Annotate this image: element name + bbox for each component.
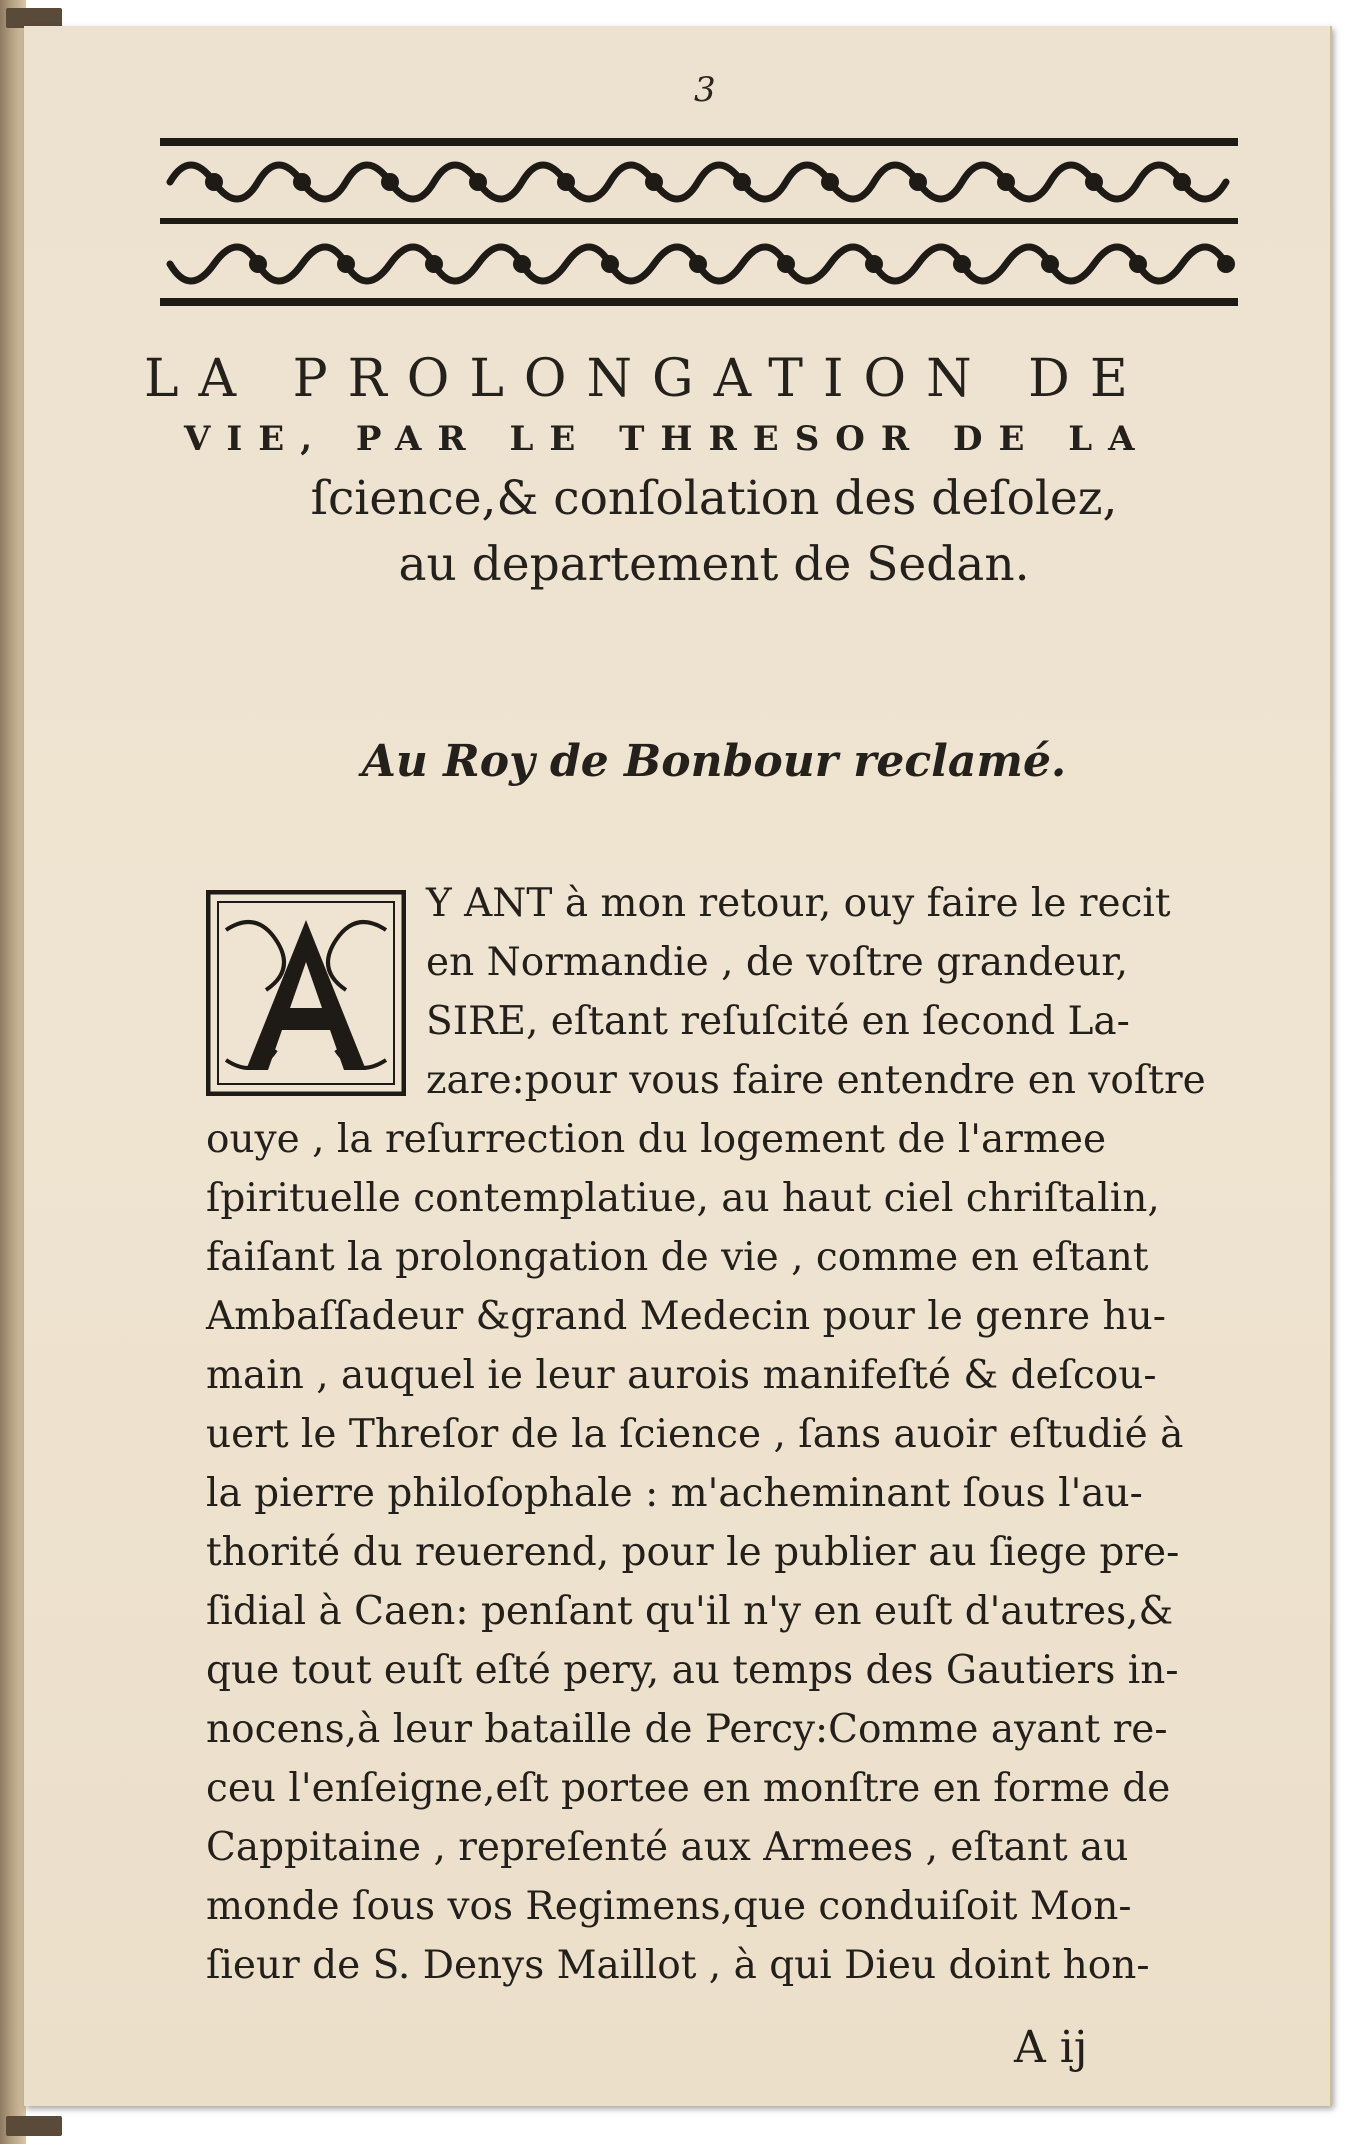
ornamental-headpiece (160, 122, 1238, 322)
text-line: main , auquel ie leur aurois manifeſté & deſcou- (206, 1353, 1157, 1398)
title-line-4: au departement de Sedan. (398, 537, 1030, 592)
signature-catchword: A ij (1014, 2022, 1088, 2073)
page-number: 3 (694, 70, 716, 110)
text-line: la pierre philoſophale : m'acheminant ſous l'au- (206, 1471, 1143, 1516)
binding-clasp-top (6, 8, 62, 28)
text-line: ſieur de S. Denys Maillot , à qui Dieu doint hon- (206, 1943, 1150, 1988)
text-line: ouye , la reſurrection du logement de l'armee (206, 1117, 1107, 1162)
text-line: uert le Threſor de la ſcience , ſans auoir eſtudié à (206, 1412, 1184, 1457)
text-line: nocens,à leur bataille de Percy:Comme ayant re- (206, 1707, 1168, 1752)
title-line-3: ſcience,& conſolation des deſolez, (310, 471, 1118, 526)
text-line: Cappitaine , repreſenté aux Armees , eſtant au (206, 1825, 1129, 1870)
title-line-1: LA PROLONGATION DE (144, 349, 1148, 409)
text-line: en Normandie , de voſtre grandeur, (426, 940, 1128, 985)
text-line: Ambaſſadeur &grand Medecin pour le genre hu- (206, 1294, 1166, 1339)
text-line: que tout euſt eſté pery, au temps des Gautiers in- (206, 1648, 1179, 1693)
text-line: SIRE, eſtant reſuſcité en ſecond La- (426, 999, 1130, 1044)
text-line: ſidial à Caen: penſant qu'il n'y en euſt d'autres,& (206, 1589, 1174, 1634)
text-line: Y ANT à mon retour, ouy faire le recit (426, 881, 1171, 926)
book-spine (0, 0, 26, 2144)
book-page (24, 26, 1332, 2106)
text-line: faiſant la prolongation de vie , comme en eſtant (206, 1235, 1149, 1280)
text-line: zare:pour vous faire entendre en voſtre (426, 1058, 1206, 1103)
text-line: ſpirituelle contemplatiue, au haut ciel chriſtalin, (206, 1176, 1160, 1221)
title-block (144, 346, 1284, 598)
dedication-heading: Au Roy de Bonbour reclamé. (361, 736, 1067, 787)
body-text (206, 874, 1306, 1995)
title-line-2: VIE, PAR LE THRESOR DE LA (184, 419, 1151, 459)
text-line: thorité du reuerend, pour le publier au ſiege pre- (206, 1530, 1180, 1575)
text-line: monde ſous vos Regimens,que conduiſoit Mon- (206, 1884, 1132, 1929)
binding-clasp-bottom (6, 2116, 62, 2136)
text-line: ceu l'enſeigne,eſt portee en monſtre en forme de (206, 1766, 1171, 1811)
